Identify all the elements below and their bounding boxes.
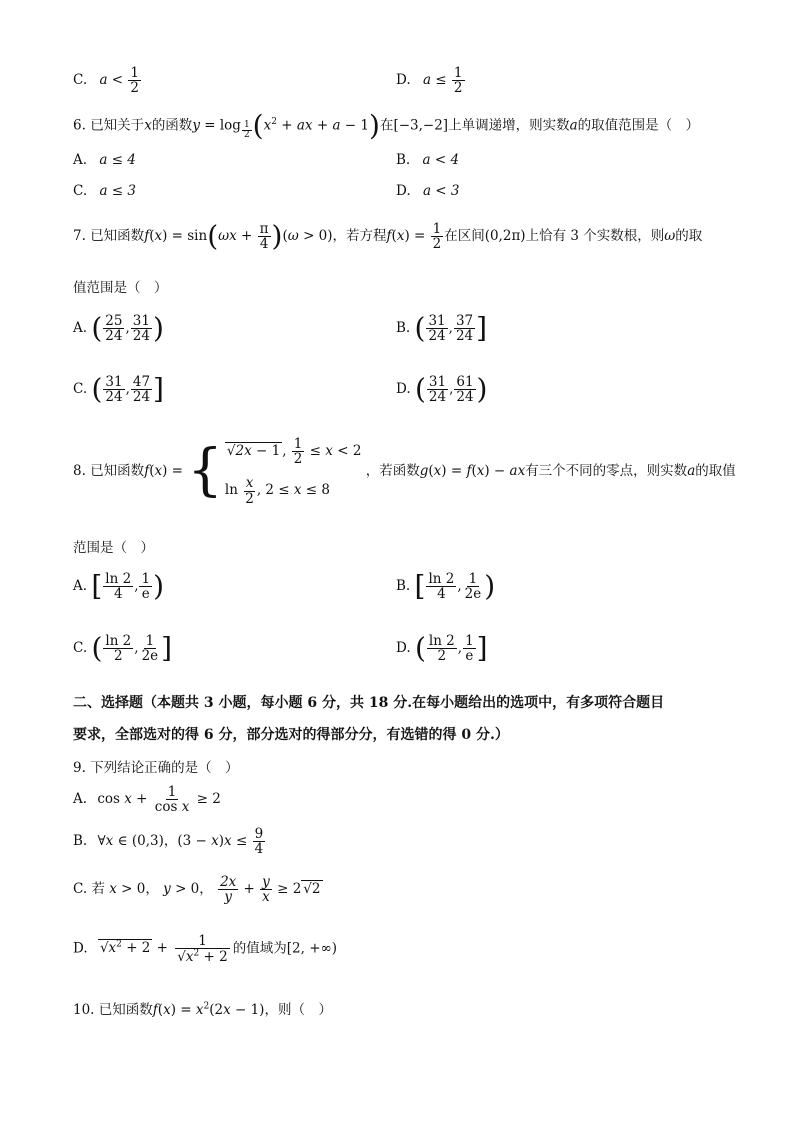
q8-option-a-label: A. [73, 578, 88, 595]
q7-option-c-n1: 31 [105, 374, 123, 390]
q5-option-c-label: C. [73, 72, 88, 89]
q5-option-d: D. a ≤ $\frac{1}{2}$ [396, 65, 463, 97]
q8-text-d: 的取值 [695, 462, 736, 479]
q6-interval: [−3,−2] [393, 117, 449, 134]
q6-option-a-label: A. [73, 152, 88, 168]
q7-option-a-open: ( [91, 311, 103, 345]
q7-option-c-n2: 47 [132, 374, 151, 390]
q7-option-a-d2: 24 [132, 328, 150, 345]
q8-option-b-open: [ [414, 569, 426, 603]
q8-option-c: C. ( $\frac{\ln 2}{2}$ , $\frac{1}{2e}$ ] [73, 631, 173, 665]
q10-stem: 10. 已知函数$f(x) = x^2(2x - 1)$，则（ ） [73, 1001, 332, 1018]
q7-option-c-label: C. [73, 381, 88, 398]
q6-stem: 6. 已知关于x的函数y = log $_{\frac{1}{2}}$ ($x^2$ + ax + a − 1)在[−3,−2]上单调递增，则实数a的取值范围是（ ） [73, 109, 700, 142]
q7-option-c: C. ( $\frac{31}{24}$ , $\frac{47}{24}$ ] [73, 372, 164, 406]
q7-text-e: 的取 [675, 228, 703, 245]
q8-option-b: B. [ $\frac{\ln 2}{4}$ , $\frac{1}{2e}$ ) [396, 569, 496, 603]
q8-option-b-d1: 4 [437, 586, 446, 603]
q6-option-b [396, 152, 459, 168]
q7-stem-cont: 值范围是（ ） [73, 280, 168, 296]
q9-option-c-text: 若 [91, 881, 105, 898]
q8-option-d: D. ( $\frac{\ln 2}{2}$ , $\frac{1}{e}$ ] [396, 631, 488, 665]
q9-text: 下列结论正确的是（ ） [90, 760, 239, 776]
q7-text-a: 已知函数 [90, 228, 145, 245]
q6-text-a: 已知关于 [90, 117, 145, 134]
q8-option-c-d2: 2e [141, 648, 159, 665]
q7-option-d-label: D. [396, 381, 411, 398]
q7-number: 7. [73, 228, 86, 245]
q9-stem [73, 756, 239, 776]
q8-option-c-n2: 1 [145, 633, 155, 649]
q7-option-d: D. ( $\frac{31}{24}$ , $\frac{61}{24}$ ) [396, 372, 488, 406]
q6-number: 6. [73, 117, 86, 134]
q8-option-a-n1: ln 2 [105, 571, 132, 587]
q8-option-d-d2: e [465, 648, 474, 665]
q7-option-a-n2: 31 [132, 313, 150, 329]
q6-option-d-expr: a < 3 [422, 183, 460, 199]
q7-option-d-n2: 61 [456, 374, 474, 390]
q8-option-a-open: [ [91, 569, 103, 603]
q8-option-a-d2: e [141, 586, 150, 603]
q8-option-d-d1: 2 [437, 648, 447, 665]
q8-option-a-d1: 4 [113, 586, 123, 603]
q7-option-b-n2: 37 [455, 313, 474, 329]
q7-interval: (0,2π) [484, 228, 526, 245]
q7-option-b-d1: 24 [428, 328, 446, 345]
q6-option-a [73, 152, 136, 168]
q9-option-d-text: 的值域为 [232, 940, 287, 957]
q8-piecewise: √2x − 1 , $\frac{1}{2}$ ≤ x < 2 ln $\frac{x}{2}$ , 2 ≤ x ≤ 8 [224, 436, 362, 507]
q7-option-b: B. ( $\frac{31}{24}$ , $\frac{37}{24}$ ] [396, 311, 488, 345]
q8-option-c-n1: ln 2 [105, 633, 132, 649]
q9-number: 9. [73, 760, 86, 776]
q8-option-d-label: D. [396, 640, 411, 657]
q8-option-b-d2: 2e [464, 586, 482, 603]
q7-option-b-n1: 31 [428, 313, 446, 329]
section2-line2: 要求，全部选对的得 6 分，部分选对的得部分分，有选错的得 0 分.） [73, 727, 509, 743]
q7-option-d-d2: 24 [456, 389, 474, 406]
q8-option-d-close: ] [476, 631, 488, 665]
q8-option-c-label: C. [73, 640, 88, 657]
q8-option-b-n2: 1 [468, 571, 478, 587]
q9-option-c: C. 若 x > 0， y > 0， $\frac{2x}{y}$ + $\frac{y}{x}$ ≥ 2 √2 [73, 874, 321, 906]
q10-text-a: 已知函数 [98, 1002, 153, 1018]
q6-text-d: 上单调递增，则实数 [448, 117, 570, 134]
q8-text-b: ，若函数 [365, 462, 420, 479]
q8-number: 8. [73, 462, 86, 479]
q7-option-d-open: ( [414, 372, 426, 406]
q8-option-a-close: ) [153, 569, 165, 603]
q7-option-b-close: ] [476, 311, 488, 345]
q8-option-c-close: ] [161, 631, 173, 665]
q8-option-a: A. [ $\frac{\ln 2}{4}$ , $\frac{1}{e}$ ) [73, 569, 165, 603]
q6-option-c-expr: a ≤ 3 [99, 183, 136, 199]
q9-option-a: A. cos x + $\frac{1}{\text{cos x}}$ ≥ 2 [73, 784, 221, 816]
q7-text-c: 在区间 [444, 228, 485, 245]
q9-option-b-label: B. [73, 833, 88, 850]
q8-option-a-n2: 1 [141, 571, 151, 587]
q10-text-b: ，则（ ） [264, 1002, 332, 1018]
q7-option-a-n1: 25 [105, 313, 123, 329]
q8-text-a: 已知函数 [90, 462, 145, 479]
q9-option-a-label: A. [73, 791, 88, 808]
q7-text-d: 上恰有 3 个实数根，则 [525, 228, 665, 245]
section2-line1: 二、选择题（本题共 3 小题，每小题 6 分，共 18 分.在每小题给出的选项中，有多项符合题目 [73, 695, 665, 711]
q6-text-e: 的取值范围是（ ） [577, 117, 700, 134]
q6-option-c [73, 183, 136, 199]
q7-option-c-close: ] [153, 372, 164, 406]
q8-stem-cont: 范围是（ ） [73, 540, 154, 556]
q7-option-d-d1: 24 [428, 389, 447, 406]
q8-stem: 8. 已知函数f(x) = { √2x − 1 , $\frac{1}{2}$ ≤ x < 2 ln $\frac{x}{2}$ , 2 ≤ x ≤ 8 ，若函数g(x) = f(x) − ax有三个不同的零点，则实数a的取值 [73, 436, 736, 507]
q7-option-a-label: A. [73, 320, 88, 337]
q6-text-b: 的函数 [151, 117, 193, 134]
q7-option-a: A. ( $\frac{25}{24}$ , $\frac{31}{24}$ ) [73, 311, 164, 345]
q5-option-c: C. a < $\frac{1}{2}$ [73, 65, 139, 97]
q7-text-b: ，若方程 [332, 228, 387, 245]
q7-option-c-d1: 24 [105, 389, 123, 406]
q8-option-d-n1: ln 2 [428, 633, 455, 649]
q7-option-d-n1: 31 [428, 374, 447, 390]
q7-option-a-close: ) [152, 311, 164, 345]
q6-option-c-label: C. [73, 183, 88, 199]
q8-option-b-n1: ln 2 [428, 571, 455, 587]
q9-option-d: D. $√x^2 + 2$ + $\frac{1}{√x^2 + 2}$ 的值域为[2, +∞) [73, 933, 338, 965]
q7-option-c-open: ( [91, 372, 103, 406]
q8-option-b-close: ) [484, 569, 496, 603]
q7-stem: 7. 已知函数f(x) = sin(ωx + $\frac{\pi}{4}$ )(ω > 0)，若方程f(x) = $\frac{1}{2}$ 在区间(0,2π)上恰有 3 个实数根，则ω的取 [73, 219, 703, 253]
q6-text-c: 在 [379, 117, 394, 134]
q6-option-b-label: B. [396, 152, 411, 168]
q6-option-a-expr: a ≤ 4 [99, 152, 136, 168]
q8-text-c: 有三个不同的零点，则实数 [525, 462, 688, 479]
q8-option-b-label: B. [396, 578, 411, 595]
q9-option-d-label: D. [73, 940, 88, 957]
q6-option-b-expr: a < 4 [422, 152, 460, 168]
q8-option-c-d1: 2 [114, 648, 123, 665]
q7-option-b-open: ( [414, 311, 426, 345]
q8-option-c-open: ( [91, 631, 103, 665]
q7-option-d-close: ) [476, 372, 488, 406]
q8-option-d-open: ( [414, 631, 426, 665]
q9-option-b: B. ∀x ∈ (0,3)，(3 − x)x ≤ $\frac{9}{4}$ [73, 826, 264, 858]
q7-option-c-d2: 24 [132, 389, 151, 406]
q6-option-d [396, 183, 459, 199]
q7-option-b-d2: 24 [455, 328, 474, 345]
q9-option-c-label: C. [73, 881, 88, 898]
q5-option-d-label: D. [396, 72, 411, 89]
q10-number: 10. [73, 1002, 95, 1018]
q7-option-a-d1: 24 [105, 328, 123, 345]
q8-option-d-n2: 1 [465, 633, 474, 649]
q7-option-b-label: B. [396, 320, 411, 337]
q6-option-d-label: D. [396, 183, 411, 199]
